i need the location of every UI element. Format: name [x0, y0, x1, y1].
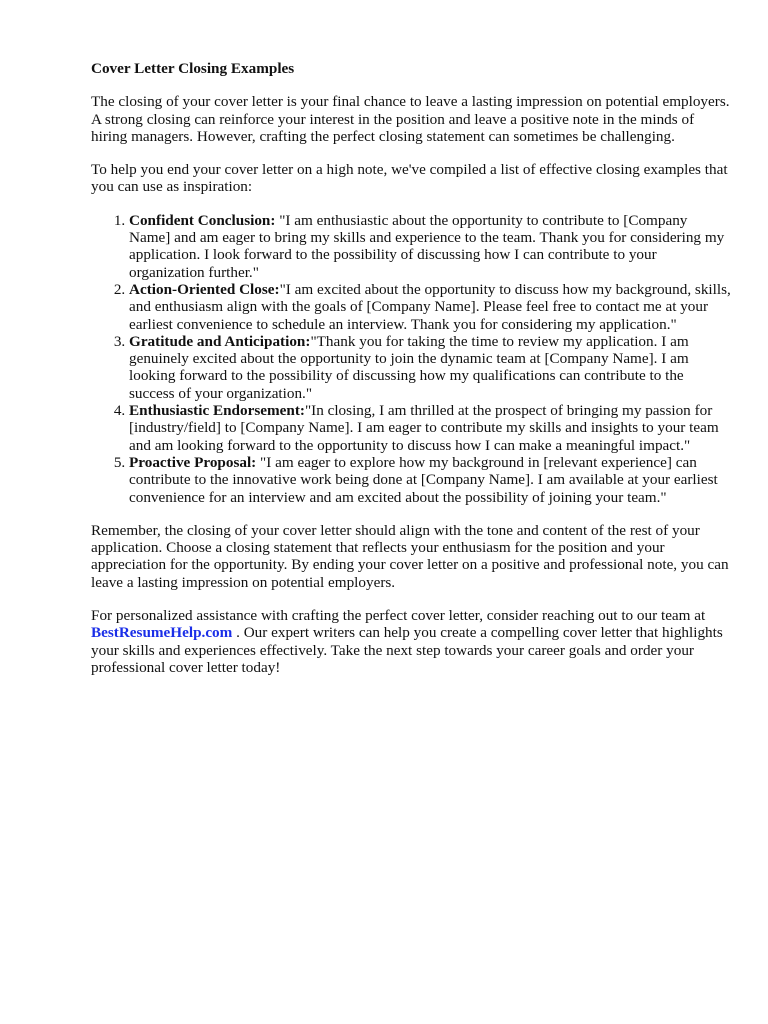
example-label: Gratitude and Anticipation: — [129, 332, 311, 350]
assistance-text-after: . Our expert writers can help you create a compelling cover letter that highlights your skills and experiences effectively. Take the next step towards your career goals and order your professional cover letter today! — [91, 624, 723, 676]
list-intro-paragraph: To help you end your cover letter on a high note, we've compiled a list of effective closing examples that you can use as inspiration: — [91, 161, 728, 196]
list-item — [129, 281, 731, 333]
example-text: "I am enthusiastic about the opportunity to contribute to [Company Name] and am eager to bring my skills and experience to the team. Thank you for considering my application. I look forward to the possibility of discussing how I can contribute to your organization further." — [129, 211, 725, 281]
example-text: "I am excited about the opportunity to discuss how my background, skills, and enthusiasm align with the goals of [Company Name]. Please feel free to contact me at your earliest convenience to schedule an interview. Thank you for considering my application." — [129, 280, 731, 333]
example-label: Proactive Proposal: — [129, 453, 257, 471]
example-label: Confident Conclusion: — [129, 211, 276, 229]
example-text: "I am eager to explore how my background in [relevant experience] can contribute to the innovative work being done at [Company Name]. I am available at your earliest convenience for an interview and am excited about the possibility of joining your team." — [129, 453, 718, 506]
closing-examples-list — [91, 212, 731, 506]
bestresumehelp-link[interactable]: BestResumeHelp.com — [91, 624, 233, 642]
list-item — [129, 212, 731, 281]
document-title: Cover Letter Closing Examples — [91, 60, 295, 77]
intro-paragraph: The closing of your cover letter is your final chance to leave a lasting impression on potential employers. A strong closing can reinforce your interest in the position and leave a positive note in the minds of hiring managers. However, crafting the perfect closing statement can sometimes be challenging. — [91, 93, 730, 145]
document-page — [91, 60, 731, 692]
list-item — [129, 402, 731, 454]
list-item — [129, 454, 731, 506]
list-item — [129, 333, 731, 402]
assistance-text-before: For personalized assistance with crafting the perfect cover letter, consider reaching out to our team at — [91, 607, 706, 625]
example-label: Action-Oriented Close: — [129, 280, 280, 298]
assistance-paragraph — [91, 607, 731, 676]
example-label: Enthusiastic Endorsement: — [129, 402, 305, 420]
remember-paragraph: Remember, the closing of your cover letter should align with the tone and content of the rest of your application. Choose a closing statement that reflects your enthusiasm for the position and your appreciation for the opportunity. By ending your cover letter on a positive and professional note, you can leave a lasting impression on potential employers. — [91, 521, 729, 591]
example-text: "Thank you for taking the time to review my application. I am genuinely excited about the opportunity to join the dynamic team at [Company Name]. I am looking forward to the possibility of discussing how my qualifications can contribute to the success of your organization." — [129, 332, 689, 402]
example-text: "In closing, I am thrilled at the prospect of bringing my passion for [industry/field] to [Company Name]. I am eager to contribute my skills and insights to your team and am looking forward to the opportunity to discuss how I can make a meaningful impact." — [129, 402, 719, 454]
